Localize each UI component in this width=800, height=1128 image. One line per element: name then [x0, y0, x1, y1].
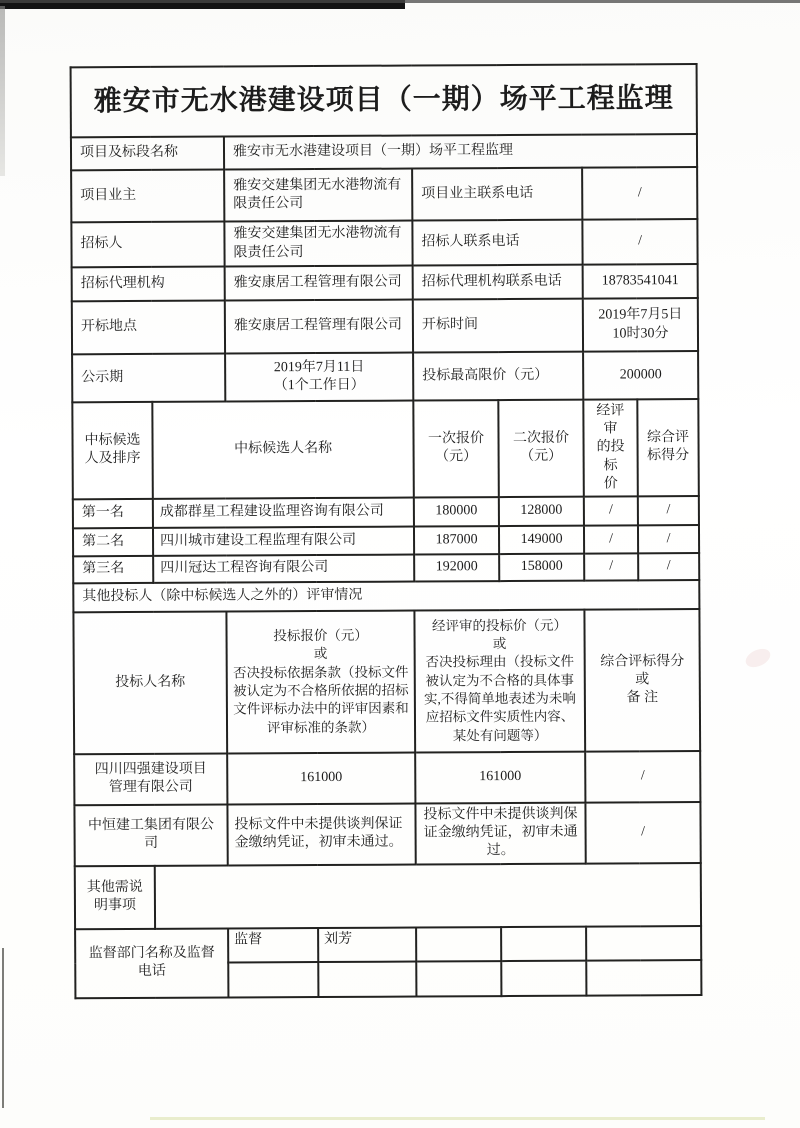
supervision-role: 监督: [228, 928, 318, 962]
header-candidate-rank: 中标候选 人及排序: [72, 402, 153, 499]
supervision-cell-empty: [501, 926, 586, 960]
label-owner-phone: 项目业主联系电话: [412, 168, 582, 221]
value-tenderer: 雅安交建集团无水港物流有限责任公司: [224, 221, 412, 267]
header-bidder-name: 投标人名称: [73, 611, 227, 754]
candidate-evaluated-price: /: [584, 525, 638, 553]
candidate-row-2: [73, 525, 699, 556]
header-bidder-score-or-remark: 综合评标得分 或 备 注: [584, 609, 700, 752]
scan-artifact-left-line: [2, 948, 4, 1108]
supervision-cell-empty: [318, 961, 416, 997]
label-tenderer-phone: 招标人联系电话: [412, 220, 582, 266]
header-bidder-offer-or-rejection-clause: 投标报价（元） 或 否决投标依据条款（投标文件被认定为不合格所依据的招标文件评标办法中的评审因素和评审标准的条款）: [226, 610, 415, 753]
value-owner-phone: /: [582, 167, 697, 220]
value-project-owner: 雅安交建集团无水港物流有限责任公司: [224, 169, 412, 222]
bidder-offer: 161000: [227, 752, 415, 804]
label-publicity-period: 公示期: [72, 354, 225, 403]
value-opening-place: 雅安康居工程管理有限公司: [225, 300, 413, 354]
candidate-first-offer: 187000: [414, 526, 499, 554]
candidate-first-offer: 192000: [414, 554, 499, 581]
candidate-second-offer: 149000: [499, 526, 584, 554]
bidder-evaluated: 投标文件中未提供谈判保证金缴纳凭证，初审未通过。: [415, 803, 585, 864]
candidate-rank: 第三名: [73, 556, 153, 583]
candidate-score: /: [638, 553, 699, 580]
candidate-score: /: [638, 525, 699, 553]
candidate-evaluated-price: /: [584, 496, 638, 525]
supervision-cell-empty: [501, 960, 586, 995]
value-publicity-period: 2019年7月11日 （1个工作日）: [225, 353, 413, 402]
other-bidder-row-1: [74, 751, 700, 805]
document-title: 雅安市无水港建设项目（一期）场平工程监理: [71, 64, 697, 137]
bidder-score: /: [585, 751, 700, 803]
value-project-section-name: 雅安市无水港建设项目（一期）场平工程监理: [224, 134, 697, 169]
supervision-cell-empty: [228, 962, 318, 997]
value-other-notes: [155, 863, 701, 929]
value-agency-phone: 18783541041: [583, 264, 698, 299]
value-tenderer-phone: /: [582, 219, 697, 265]
candidate-name: 四川冠达工程咨询有限公司: [153, 554, 414, 582]
scan-artifact-bottom-line: [150, 1117, 765, 1120]
label-supervision-dept-phone: 监督部门名称及监督电话: [75, 928, 228, 998]
label-project-owner: 项目业主: [71, 170, 224, 223]
header-evaluated-price: 经评审 的投标 价: [583, 399, 638, 496]
candidate-rank: 第二名: [73, 528, 153, 556]
candidate-row-1: [73, 496, 699, 528]
bid-result-sheet: [70, 63, 703, 999]
supervision-cell-empty: [586, 960, 701, 996]
candidate-evaluated-price: /: [584, 553, 638, 580]
bid-result-table: [70, 63, 703, 999]
supervision-cell-empty: [416, 927, 501, 961]
supervision-cell-empty: [586, 926, 701, 961]
candidate-second-offer: 128000: [499, 497, 584, 526]
label-agency-phone: 招标代理机构联系电话: [413, 265, 583, 300]
supervision-row-1: [75, 926, 701, 963]
header-second-offer: 二次报价 （元）: [498, 400, 584, 497]
label-tenderer: 招标人: [71, 222, 224, 268]
bidder-offer: 投标文件中未提供谈判保证金缴纳凭证，初审未通过。: [227, 803, 415, 865]
scan-artifact-top-line: [0, 0, 800, 3]
candidate-name: 四川城市建设工程监理有限公司: [153, 526, 414, 555]
value-agency: 雅安康居工程管理有限公司: [225, 266, 413, 301]
label-agency: 招标代理机构: [72, 267, 225, 302]
label-other-notes: 其他需说明事项: [75, 865, 155, 928]
candidate-first-offer: 180000: [414, 497, 499, 526]
header-bidder-evaluated-or-rejection-reason: 经评审的投标价（元） 或 否决投标理由（投标文件被认定为不合格的具体事实,不得简单地表述为未响应招标文件实质性内容、某处有问题等）: [414, 610, 585, 753]
header-candidate-name: 中标候选人名称: [152, 401, 414, 499]
supervision-cell-empty: [416, 961, 501, 996]
value-opening-time: 2019年7月5日 10时30分: [583, 298, 698, 352]
label-opening-place: 开标地点: [72, 301, 225, 355]
other-bidders-section-title: 其他投标人（除中标候选人之外的）评审情况: [73, 580, 699, 612]
header-first-offer: 一次报价 （元）: [413, 400, 499, 497]
supervision-person: 刘芳: [318, 927, 416, 962]
scan-artifact-left-sliver: [0, 6, 5, 176]
candidate-score: /: [638, 496, 699, 525]
label-opening-time: 开标时间: [413, 299, 583, 353]
scan-artifact-smudge: [743, 645, 773, 670]
candidate-name: 成都群星工程建设监理咨询有限公司: [153, 497, 414, 527]
bidder-name: 中恒建工集团有限公司: [74, 804, 227, 865]
value-max-bid-price: 200000: [583, 351, 698, 400]
candidate-row-3: [73, 553, 699, 583]
label-max-bid-price: 投标最高限价（元）: [413, 352, 583, 401]
bidder-evaluated: 161000: [415, 752, 585, 804]
candidate-rank: 第一名: [73, 499, 153, 528]
label-project-section-name: 项目及标段名称: [71, 137, 224, 171]
bidder-score: /: [585, 802, 700, 863]
header-overall-score: 综合评 标得分: [637, 399, 699, 496]
candidate-second-offer: 158000: [499, 554, 584, 581]
bidder-name: 四川四强建设项目 管理有限公司: [74, 753, 227, 805]
other-bidder-row-2: [74, 802, 700, 866]
